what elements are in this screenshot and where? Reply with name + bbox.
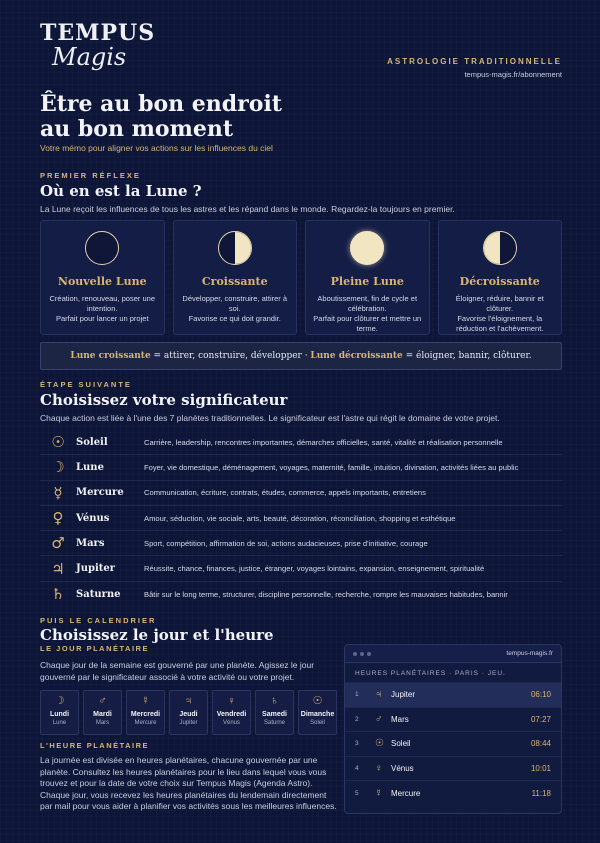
planet-list — [40, 430, 562, 607]
planet-row-saturne — [40, 582, 562, 607]
logo-line1: TEMPUS — [40, 20, 156, 46]
hour-kicker: L'HEURE PLANÉTAIRE — [40, 741, 150, 750]
sun-icon: ☉ — [375, 738, 384, 750]
hour-number: 2 — [355, 715, 359, 723]
tagline: ASTROLOGIE TRADITIONNELLE — [387, 57, 562, 66]
day-name: Mardi — [93, 711, 112, 718]
hour-number: 4 — [355, 765, 359, 773]
planet-kicker: ÉTAPE SUIVANTE — [40, 380, 132, 389]
hour-planet: Soleil — [391, 739, 411, 749]
moon-phase-name: Décroissante — [459, 275, 540, 288]
brand-logo — [40, 20, 156, 78]
hour-text: La journée est divisée en heures planétaires, chacune gouvernée par une planète. Consultez les heures planétaires pour le lieu dans lequel vous vous trouvez et pour la date de votre choix sur Tempus Magis (Agenda Astro). Chaque jour, vous recevez les heures planétaires du lendemain directement par mail pour vous aider à planifier vos activités sous les meilleures influences. — [40, 755, 337, 811]
moon-phase-desc: Création, renouveau, poser une intention. Parfait pour lancer un projet — [49, 294, 155, 323]
moon-card-waxing — [173, 220, 298, 335]
hour-time: 10:01 — [530, 764, 551, 774]
day-planet: Jupiter — [179, 720, 198, 726]
day-name: Vendredi — [216, 711, 247, 718]
day-card-dimanche — [298, 690, 337, 735]
mercury-icon: ☿ — [141, 695, 150, 707]
mars-icon: ♂ — [375, 713, 383, 725]
hour-time: 07:27 — [530, 714, 551, 724]
planet-desc: Bâtir sur le long terme, structurer, discipline personnelle, recherche, rompre les mauvaises habitudes, bannir — [144, 589, 508, 599]
planet-desc: Amour, séduction, vie sociale, arts, beauté, décoration, réconciliation, shopping et esthétique — [144, 513, 456, 523]
planet-desc: Réussite, chance, finances, justice, étranger, voyages lointains, expansion, enseignement, spiritualité — [144, 564, 485, 574]
moon-icon: ☽ — [54, 695, 65, 707]
moon-kicker: PREMIER RÉFLEXE — [40, 171, 141, 180]
planet-desc: Carrière, leadership, rencontres importantes, démarches officielles, santé, vitalité et réalisation personnelle — [144, 437, 503, 447]
day-planet: Mars — [95, 720, 110, 726]
day-name: Mercredi — [130, 711, 161, 718]
weekday-grid — [40, 690, 337, 735]
widget-titlebar — [345, 645, 561, 663]
moon-phase-desc: Éloigner, réduire, bannir et clôturer. Favorise l'éloignement, la réduction et l'achèvement. — [455, 294, 544, 333]
planet-name: Jupiter — [76, 563, 116, 575]
mars-icon: ♂ — [98, 695, 107, 707]
day-card-mercredi — [126, 690, 165, 735]
moon-phase-name: Nouvelle Lune — [57, 275, 147, 288]
moon-icon: ☽ — [51, 458, 65, 477]
hour-number: 1 — [355, 691, 359, 699]
hour-row[interactable] — [345, 756, 561, 781]
moon-intro: La Lune reçoit les influences de tous les astres et les répand dans le monde. Regardez-la toujours en premier. — [40, 204, 455, 214]
hour-planet: Mercure — [391, 788, 421, 798]
day-name: Lundi — [49, 711, 70, 718]
planet-name: Soleil — [76, 436, 108, 448]
moon-card-full — [305, 220, 430, 335]
day-card-lundi — [40, 690, 79, 735]
planetary-hours-widget — [344, 644, 562, 814]
venus-icon: ♀ — [375, 763, 383, 775]
day-card-mardi — [83, 690, 122, 735]
venus-icon: ♀ — [227, 695, 236, 707]
moon-heading: Où en est la Lune ? — [40, 182, 202, 200]
planet-desc: Communication, écriture, contrats, études, commerce, appels importants, entretiens — [144, 488, 426, 498]
calendar-kicker: PUIS LE CALENDRIER — [40, 616, 157, 625]
hour-planet: Vénus — [391, 764, 414, 774]
day-name: Jeudi — [179, 711, 198, 718]
hour-row[interactable] — [345, 731, 561, 756]
saturn-icon: ♄ — [270, 695, 279, 707]
day-planet: Soleil — [310, 720, 325, 726]
sun-icon: ☉ — [312, 695, 323, 707]
full-moon-icon — [350, 231, 384, 265]
first-quarter-moon-icon — [218, 231, 252, 265]
planet-intro: Chaque action est liée à l'une des 7 planètes traditionnelles. Le significateur est l'astre qui régit le domaine de votre projet. — [40, 413, 500, 423]
subscription-link[interactable]: tempus-magis.fr/abonnement — [464, 70, 562, 79]
venus-icon: ♀ — [52, 509, 64, 528]
title-line2: au bon moment — [40, 116, 234, 142]
new-moon-icon — [85, 231, 119, 265]
planet-row-mars — [40, 531, 562, 556]
moon-summary-banner: Lune croissante = attirer, construire, développer · Lune décroissante = éloigner, bannir, clôturer. — [40, 342, 562, 370]
moon-card-new — [40, 220, 165, 335]
window-dots-icon — [353, 652, 371, 656]
page-subtitle: Votre mémo pour aligner vos actions sur les influences du ciel — [40, 143, 273, 153]
day-kicker: LE JOUR PLANÉTAIRE — [40, 644, 149, 653]
sun-icon: ☉ — [51, 433, 65, 452]
planet-name: Vénus — [76, 512, 110, 524]
day-planet: Lune — [52, 720, 67, 726]
hour-number: 5 — [355, 789, 359, 797]
day-card-vendredi — [212, 690, 251, 735]
planet-row-soleil — [40, 430, 562, 455]
hour-number: 3 — [355, 740, 359, 748]
moon-phase-desc: Développer, construire, attirer à soi. Favorise ce qui doit grandir. — [182, 294, 288, 323]
mercury-icon: ☿ — [375, 787, 383, 799]
widget-header: HEURES PLANÉTAIRES · PARIS · JEU. — [355, 670, 506, 677]
moon-phase-name: Pleine Lune — [330, 275, 404, 288]
jupiter-icon: ♃ — [51, 559, 65, 578]
day-name: Samedi — [262, 711, 287, 718]
logo-line2: Magis — [52, 43, 127, 71]
planet-row-lune — [40, 455, 562, 480]
day-planet: Vénus — [222, 720, 240, 726]
planet-heading: Choisissez votre significateur — [40, 391, 288, 409]
moon-card-waning — [438, 220, 563, 335]
hour-row[interactable] — [345, 707, 561, 732]
saturn-icon: ♄ — [51, 585, 65, 604]
hour-row[interactable] — [345, 780, 561, 805]
planet-name: Mars — [76, 537, 105, 549]
day-card-samedi — [255, 690, 294, 735]
planet-name: Lune — [76, 461, 104, 473]
moon-phase-desc: Aboutissement, fin de cycle et célébration. Parfait pour clôturer et mettre un terme. — [313, 294, 422, 333]
planet-row-jupiter — [40, 556, 562, 581]
day-planet: Mercure — [134, 720, 157, 726]
hour-row[interactable] — [345, 682, 561, 707]
moon-phase-cards — [40, 220, 562, 335]
day-card-jeudi — [169, 690, 208, 735]
hour-planet: Mars — [391, 714, 409, 724]
planet-desc: Sport, compétition, affirmation de soi, actions audacieuses, prise d'initiative, courage — [144, 538, 428, 548]
jupiter-icon: ♃ — [184, 695, 193, 707]
calendar-heading: Choisissez le jour et l'heure — [40, 626, 274, 644]
planet-name: Mercure — [76, 487, 124, 499]
page-title — [40, 92, 282, 142]
hour-time: 08:44 — [530, 739, 551, 749]
day-intro: Chaque jour de la semaine est gouverné par une planète. Agissez le jour gouverné par le significateur associé à votre activité ou votre projet. — [40, 660, 315, 682]
header-right — [387, 57, 562, 79]
planet-row-mercure — [40, 481, 562, 506]
hour-time: 06:10 — [530, 690, 551, 700]
title-line1: Être au bon endroit — [40, 91, 282, 117]
day-name: Dimanche — [300, 711, 335, 718]
planet-desc: Foyer, vie domestique, déménagement, voyages, maternité, famille, intuition, divination, activités liées au public — [144, 462, 519, 472]
widget-url[interactable]: tempus-magis.fr — [506, 650, 553, 657]
planet-name: Saturne — [76, 588, 121, 600]
last-quarter-moon-icon — [483, 231, 517, 265]
mars-icon: ♂ — [51, 534, 65, 553]
day-planet: Saturne — [263, 720, 285, 726]
mercury-icon: ☿ — [53, 483, 63, 502]
planet-row-venus — [40, 506, 562, 531]
jupiter-icon: ♃ — [375, 689, 383, 701]
hour-planet: Jupiter — [391, 690, 416, 700]
hour-time: 11:18 — [531, 788, 551, 798]
moon-phase-name: Croissante — [201, 275, 268, 288]
